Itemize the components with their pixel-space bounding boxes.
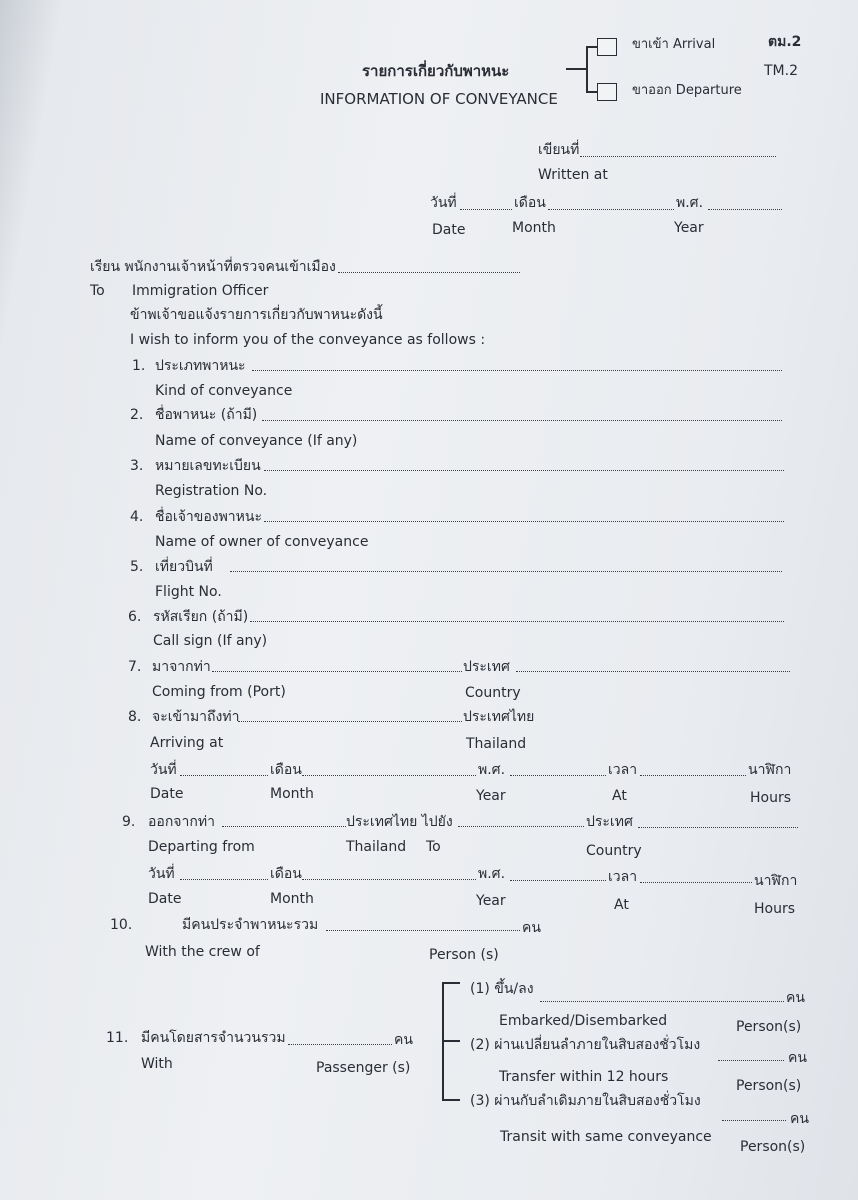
- to-thai: เรียน พนักงานเจ้าหน้าที่ตรวจคนเข้าเมือง: [90, 259, 336, 275]
- item4-label-thai: ชื่อเจ้าของพาหนะ: [155, 509, 262, 525]
- item11-label-thai: มีคนโดยสารจำนวนรวม: [141, 1030, 286, 1046]
- item10-number: 10.: [110, 917, 133, 933]
- item8-label-thai: จะเข้ามาถึงท่า: [152, 709, 240, 725]
- departure-checkbox[interactable]: [597, 83, 617, 101]
- item9-label-thai: ออกจากท่า: [148, 814, 215, 830]
- header-date-thai: วันที่: [430, 195, 457, 211]
- owner-field[interactable]: [264, 521, 784, 522]
- item9-year-english: Year: [476, 893, 506, 909]
- item8-hours-thai: นาฬิกา: [748, 762, 792, 778]
- item9-hours-english: Hours: [754, 901, 796, 917]
- departure-date-field[interactable]: [180, 879, 268, 880]
- form-title-thai: รายการเกี่ยวกับพาหนะ: [362, 62, 510, 80]
- header-date-field[interactable]: [460, 209, 512, 210]
- header-year-english: Year: [674, 220, 704, 236]
- sub2-unit-thai: คน: [788, 1050, 807, 1066]
- item3-label-english: Registration No.: [155, 483, 268, 499]
- arrival-checkbox[interactable]: [597, 38, 617, 56]
- item6-number: 6.: [128, 609, 142, 625]
- item8-year-english: Year: [476, 788, 506, 804]
- item9-date-english: Date: [148, 891, 182, 907]
- arriving-port-field[interactable]: [238, 721, 462, 722]
- departing-country-field[interactable]: [638, 827, 798, 828]
- coming-from-port-field[interactable]: [212, 671, 462, 672]
- arrival-time-field[interactable]: [640, 775, 746, 776]
- form-code-thai: ตม.2: [768, 34, 802, 50]
- item8-country-thai: ประเทศไทย: [463, 709, 535, 725]
- form-code-english: TM.2: [764, 63, 798, 79]
- item9-label-english: Departing from: [148, 839, 255, 855]
- item8-number: 8.: [128, 709, 142, 725]
- item11-number: 11.: [106, 1030, 129, 1046]
- arrival-month-field[interactable]: [302, 775, 476, 776]
- sub3-unit-english: Person(s): [740, 1139, 806, 1155]
- sub3-label-english: Transit with same conveyance: [500, 1129, 712, 1145]
- departing-port-field[interactable]: [222, 826, 346, 827]
- header-month-english: Month: [512, 220, 556, 236]
- sub3-label-thai: (3) ผ่านกับลำเดิมภายในสิบสองชั่วโมง: [470, 1093, 701, 1109]
- item9-month-english: Month: [270, 891, 314, 907]
- transfer-count-field[interactable]: [718, 1060, 784, 1061]
- item11-label-english: With: [141, 1056, 173, 1072]
- item4-label-english: Name of owner of conveyance: [155, 534, 369, 550]
- registration-field[interactable]: [264, 470, 784, 471]
- embarked-count-field[interactable]: [540, 1001, 784, 1002]
- item8-date-thai: วันที่: [150, 762, 177, 778]
- item9-year-thai: พ.ศ.: [478, 866, 506, 882]
- departing-to-field[interactable]: [458, 826, 584, 827]
- item9-thailand-to-thai: ประเทศไทย ไปยัง: [346, 814, 453, 830]
- item5-number: 5.: [130, 559, 144, 575]
- departure-time-field[interactable]: [640, 882, 752, 883]
- item9-at-english: At: [614, 897, 629, 913]
- kind-of-conveyance-field[interactable]: [252, 370, 782, 371]
- item9-number: 9.: [122, 814, 136, 830]
- header-year-field[interactable]: [708, 209, 782, 210]
- coming-from-country-field[interactable]: [516, 671, 790, 672]
- flight-no-field[interactable]: [230, 571, 782, 572]
- conveyance-name-field[interactable]: [262, 420, 782, 421]
- item2-label-english: Name of conveyance (If any): [155, 433, 358, 449]
- item4-number: 4.: [130, 509, 144, 525]
- arrival-year-field[interactable]: [510, 775, 606, 776]
- item11-unit-english: Passenger (s): [316, 1060, 411, 1076]
- item8-label-english: Arriving at: [150, 735, 224, 751]
- sub-item-bracket-top: [442, 982, 460, 984]
- item11-unit-thai: คน: [394, 1032, 413, 1048]
- item5-label-english: Flight No.: [155, 584, 222, 600]
- item8-time-thai: เวลา: [608, 762, 638, 778]
- sub-item-bracket-mid: [442, 1040, 460, 1042]
- item7-label-thai: มาจากท่า: [152, 659, 211, 675]
- sub2-label-thai: (2) ผ่านเปลี่ยนลำภายในสิบสองชั่วโมง: [470, 1037, 701, 1053]
- bracket-vertical: [586, 46, 588, 92]
- item2-label-thai: ชื่อพาหนะ (ถ้ามี): [155, 407, 258, 423]
- intro-english: I wish to inform you of the conveyance as follows :: [130, 332, 486, 348]
- item7-country-thai: ประเทศ: [463, 659, 510, 675]
- item8-country-english: Thailand: [466, 736, 527, 752]
- item7-country-english: Country: [465, 685, 521, 701]
- call-sign-field[interactable]: [250, 621, 784, 622]
- item9-time-thai: เวลา: [608, 869, 638, 885]
- sub-item-bracket-bottom: [442, 1099, 460, 1101]
- officer-english: Immigration Officer: [132, 283, 269, 299]
- departure-label: ขาออก Departure: [632, 83, 742, 98]
- item10-unit-english: Person (s): [429, 947, 499, 963]
- sub1-label-english: Embarked/Disembarked: [499, 1013, 668, 1029]
- item8-at-english: At: [612, 788, 627, 804]
- item10-label-thai: มีคนประจำพาหนะรวม: [182, 917, 319, 933]
- item8-hours-english: Hours: [750, 790, 792, 806]
- written-at-english: Written at: [538, 167, 608, 183]
- passenger-count-field[interactable]: [288, 1044, 392, 1045]
- sub2-unit-english: Person(s): [736, 1078, 802, 1094]
- sub2-label-english: Transfer within 12 hours: [499, 1069, 669, 1085]
- arrival-date-field[interactable]: [180, 775, 268, 776]
- item9-country-thai: ประเทศ: [586, 814, 633, 830]
- departure-year-field[interactable]: [510, 880, 606, 881]
- departure-month-field[interactable]: [302, 879, 476, 880]
- item3-label-thai: หมายเลขทะเบียน: [155, 458, 261, 474]
- item6-label-thai: รหัสเรียก (ถ้ามี): [153, 609, 249, 625]
- written-at-thai: เขียนที่: [538, 142, 580, 158]
- transit-count-field[interactable]: [722, 1120, 786, 1121]
- item6-label-english: Call sign (If any): [153, 633, 268, 649]
- written-at-field[interactable]: [580, 156, 776, 157]
- officer-field[interactable]: [338, 272, 520, 273]
- item9-date-thai: วันที่: [148, 866, 175, 882]
- item5-label-thai: เที่ยวบินที่: [155, 559, 213, 575]
- header-month-field[interactable]: [548, 209, 674, 210]
- item9-hours-thai: นาฬิกา: [754, 873, 798, 889]
- header-month-thai: เดือน: [514, 195, 546, 211]
- item8-year-thai: พ.ศ.: [478, 762, 506, 778]
- item1-label-english: Kind of conveyance: [155, 383, 293, 399]
- bracket-stem: [566, 68, 586, 70]
- sub3-unit-thai: คน: [790, 1111, 809, 1127]
- item2-number: 2.: [130, 407, 144, 423]
- item8-month-thai: เดือน: [270, 762, 302, 778]
- crew-count-field[interactable]: [326, 930, 520, 931]
- item7-number: 7.: [128, 659, 142, 675]
- item10-unit-thai: คน: [522, 920, 541, 936]
- header-year-thai: พ.ศ.: [676, 195, 704, 211]
- item1-label-thai: ประเภทพาหนะ: [155, 358, 246, 374]
- item1-number: 1.: [132, 358, 146, 374]
- item8-date-english: Date: [150, 786, 184, 802]
- header-date-english: Date: [432, 222, 466, 238]
- arrival-label: ขาเข้า Arrival: [632, 37, 716, 52]
- intro-thai: ข้าพเจ้าขอแจ้งรายการเกี่ยวกับพาหนะดังนี้: [130, 307, 383, 323]
- to-english: To: [90, 283, 105, 299]
- sub1-label-thai: (1) ขึ้น/ลง: [470, 981, 534, 997]
- item9-month-thai: เดือน: [270, 866, 302, 882]
- item9-thailand-english: Thailand: [346, 839, 407, 855]
- item9-country-english: Country: [586, 843, 642, 859]
- item10-label-english: With the crew of: [145, 944, 260, 960]
- form-title-english: INFORMATION OF CONVEYANCE: [320, 90, 558, 108]
- item9-to-english: To: [426, 839, 441, 855]
- item7-label-english: Coming from (Port): [152, 684, 286, 700]
- item3-number: 3.: [130, 458, 144, 474]
- item8-month-english: Month: [270, 786, 314, 802]
- sub1-unit-english: Person(s): [736, 1019, 802, 1035]
- sub1-unit-thai: คน: [786, 990, 805, 1006]
